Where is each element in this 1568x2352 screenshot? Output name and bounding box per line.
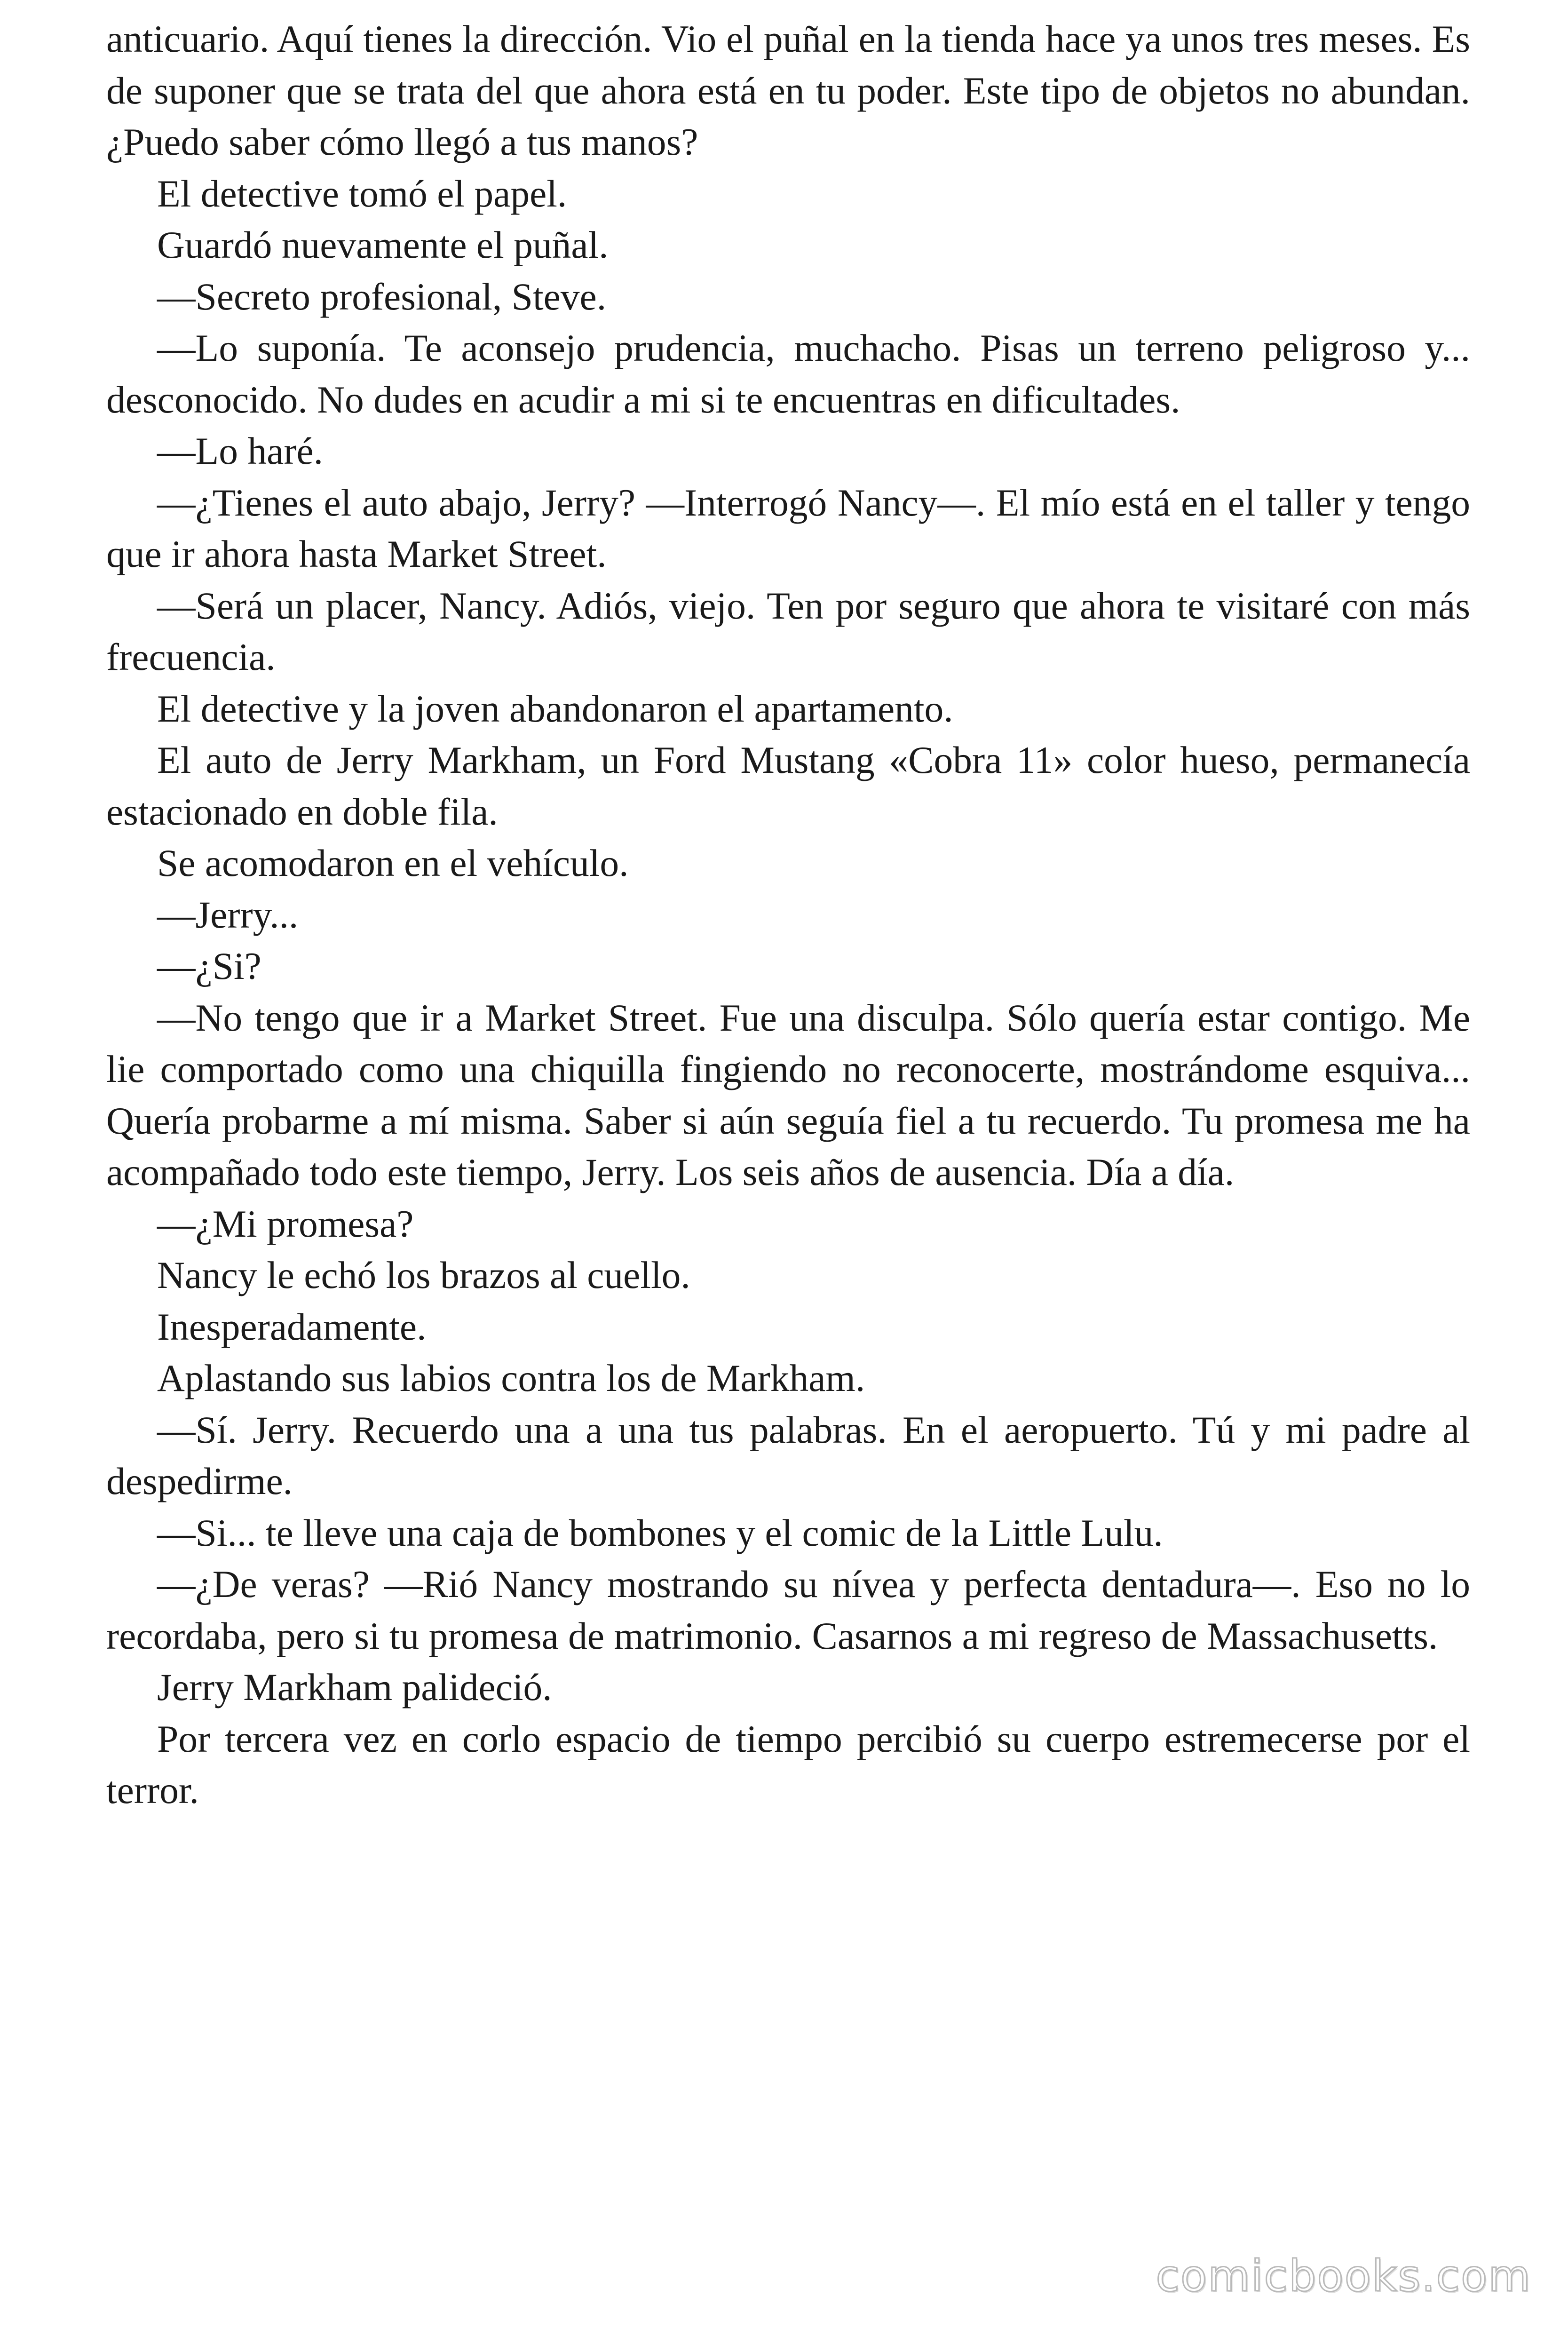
paragraph-11: Se acomodaron en el vehículo. xyxy=(157,842,629,884)
paragraph-3: Guardó nuevamente el puñal. xyxy=(157,223,609,266)
paragraph-10: El auto de Jerry Markham, un Ford Mustang «Cobra 11» color hueso, permanecía estacionado en doble fila. xyxy=(106,739,1470,833)
paragraph-7: —¿Tienes el auto abajo, Jerry? —Interrogó Nancy—. El mío está en el taller y tengo que ir ahora hasta Market Street. xyxy=(106,481,1470,575)
paragraph-6: —Lo haré. xyxy=(157,429,324,472)
page-body xyxy=(106,13,1470,1816)
paragraph-21: —¿De veras? —Rió Nancy mostrando su nívea y perfecta dentadura—. Eso no lo recordaba, pero si tu promesa de matrimonio. Casarnos a mi regreso de Massachusetts. xyxy=(106,1563,1470,1657)
paragraph-14: —No tengo que ir a Market Street. Fue una disculpa. Sólo quería estar contigo. Me lie comportado como una chiquilla fingiendo no reconocerte, mostrándome esquiva... Quería probarme a mí misma. Saber si aún seguía fiel a tu recuerdo. Tu promesa me ha acompañado todo este tiempo, Jerry. Los seis años de ausencia. Día a día. xyxy=(106,996,1470,1193)
paragraph-4: —Secreto profesional, Steve. xyxy=(157,275,607,318)
paragraph-12: —Jerry... xyxy=(157,893,299,936)
paragraph-20: —Si... te lleve una caja de bombones y el comic de la Little Lulu. xyxy=(157,1511,1163,1554)
paragraph-17: Inesperadamente. xyxy=(157,1305,427,1348)
paragraph-5: —Lo suponía. Te aconsejo prudencia, muchacho. Pisas un terreno peligroso y... desconocido. No dudes en acudir a mi si te encuentras en dificultades. xyxy=(106,326,1470,421)
paragraph-13: —¿Si? xyxy=(157,945,261,987)
paragraph-18: Aplastando sus labios contra los de Markham. xyxy=(157,1357,865,1399)
paragraph-9: El detective y la joven abandonaron el apartamento. xyxy=(157,687,953,730)
paragraph-15: —¿Mi promesa? xyxy=(157,1202,414,1245)
paragraph-16: Nancy le echó los brazos al cuello. xyxy=(157,1254,690,1296)
paragraph-23: Por tercera vez en corlo espacio de tiempo percibió su cuerpo estremecerse por el terror. xyxy=(106,1717,1470,1812)
paragraph-22: Jerry Markham palideció. xyxy=(157,1666,552,1708)
paragraph-19: —Sí. Jerry. Recuerdo una a una tus palabras. En el aeropuerto. Tú y mi padre al despedirme. xyxy=(106,1408,1470,1502)
paragraph-2: El detective tomó el papel. xyxy=(157,172,567,215)
watermark-logo: comicbooks.com xyxy=(1156,2251,1531,2301)
paragraph-1: anticuario. Aquí tienes la dirección. Vio el puñal en la tienda hace ya unos tres meses. Es de suponer que se trata del que ahora está en tu poder. Este tipo de objetos no abundan. ¿Puedo saber cómo llegó a tus manos? xyxy=(106,17,1470,163)
paragraph-8: —Será un placer, Nancy. Adiós, viejo. Ten por seguro que ahora te visitaré con más frecuencia. xyxy=(106,584,1470,678)
